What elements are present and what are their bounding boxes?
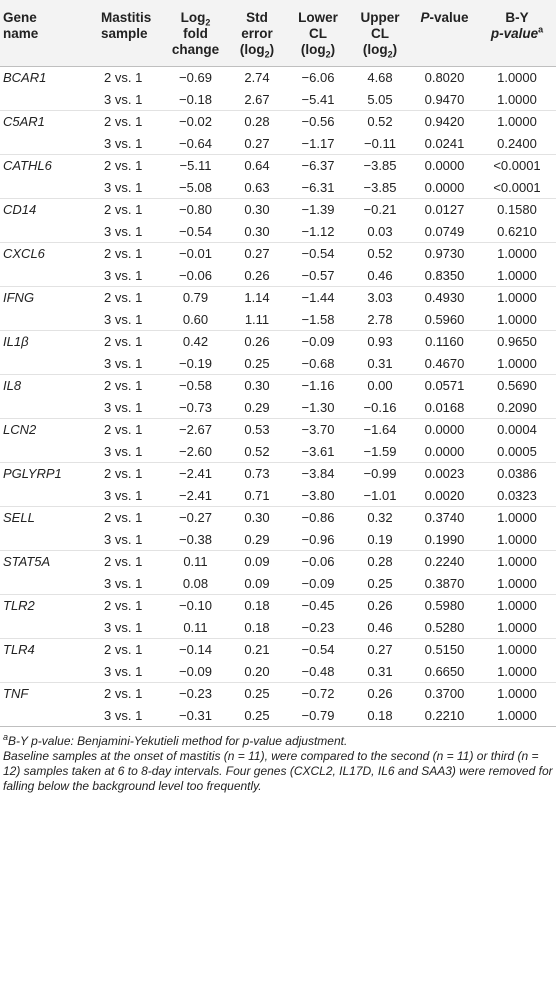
gene-cell — [0, 661, 98, 683]
std-error-cell: 0.20 — [244, 663, 270, 679]
lower-cl-cell: −0.56 — [287, 111, 349, 133]
table-row — [0, 67, 556, 89]
p-value-cell: 0.0241 — [424, 135, 465, 151]
upper-cl-cell: 0.18 — [367, 707, 393, 723]
header-by-p-value: B-Y p-value$^a$ — [478, 0, 556, 67]
upper-cl-cell: −0.11 — [364, 135, 396, 151]
log2-fold-change-cell: −0.02 — [164, 111, 227, 133]
gene-cell: C5AR1 — [0, 111, 98, 133]
std-error-cell: 0.09 — [227, 551, 287, 573]
gene-cell: IL8 — [0, 375, 98, 397]
upper-cl-cell: −0.16 — [363, 399, 397, 415]
std-error-cell: 1.14 — [227, 287, 287, 309]
std-error-cell: 0.30 — [227, 199, 287, 221]
log2-fold-change-cell: −2.41 — [179, 487, 212, 503]
log2-fold-change-cell: 0.11 — [183, 619, 208, 635]
table-row — [0, 309, 556, 331]
upper-cl-cell: 0.93 — [349, 331, 411, 353]
sample-cell: 3 vs. 1 — [104, 355, 143, 371]
gene-cell — [0, 309, 98, 331]
gene-cell — [0, 529, 98, 551]
std-error-cell: 0.29 — [244, 399, 270, 415]
gene-cell — [0, 441, 98, 463]
log2-fold-change-cell: −0.10 — [164, 595, 227, 617]
upper-cl-cell: 0.19 — [367, 531, 393, 547]
upper-cl-cell: 2.78 — [367, 311, 393, 327]
footnote-a: $^a$B-Y p-value: Benjamini-Yekutieli method for p-value adjustment. — [3, 732, 348, 748]
log2-fold-change-cell: −0.19 — [179, 355, 212, 371]
by-p-value-cell: 1.0000 — [478, 243, 556, 265]
p-value-cell: 0.3700 — [411, 683, 478, 705]
log2-fold-change-cell: −0.23 — [164, 683, 227, 705]
std-error-cell: 0.25 — [244, 355, 270, 371]
header-upper-cl: Upper CL $(\log_2)$ — [349, 0, 411, 67]
upper-cl-cell: −3.85 — [363, 179, 397, 195]
gene-cell — [0, 177, 98, 199]
lower-cl-cell: −5.41 — [301, 91, 335, 107]
p-value-cell: 0.0749 — [424, 223, 465, 239]
sample-cell: 2 vs. 1 — [98, 639, 164, 661]
log2-fold-change-cell: −0.01 — [164, 243, 227, 265]
gene-cell — [0, 221, 98, 243]
p-value-cell: 0.6650 — [424, 663, 465, 679]
upper-cl-cell: 0.26 — [349, 683, 411, 705]
by-p-value-cell: 1.0000 — [497, 575, 537, 591]
table-footnotes — [0, 727, 556, 794]
by-p-value-cell: 0.9650 — [478, 331, 556, 353]
sample-cell: 2 vs. 1 — [98, 199, 164, 221]
p-value-cell: 0.0023 — [411, 463, 478, 485]
sample-cell: 2 vs. 1 — [98, 551, 164, 573]
table-row — [0, 287, 556, 309]
lower-cl-cell: −3.61 — [301, 443, 335, 459]
sample-cell: 3 vs. 1 — [104, 223, 143, 239]
by-p-value-cell: 1.0000 — [497, 663, 537, 679]
log2-fold-change-cell: 0.42 — [164, 331, 227, 353]
p-value-cell: 0.0000 — [424, 443, 465, 459]
by-p-value-cell: 1.0000 — [497, 311, 537, 327]
upper-cl-cell: 3.03 — [349, 287, 411, 309]
lower-cl-cell: −1.30 — [301, 399, 335, 415]
by-p-value-cell: 0.1580 — [478, 199, 556, 221]
lower-cl-cell: −1.16 — [287, 375, 349, 397]
by-p-value-cell: 1.0000 — [478, 595, 556, 617]
upper-cl-cell: 0.52 — [349, 111, 411, 133]
p-value-cell: 0.3740 — [411, 507, 478, 529]
p-value-cell: 0.2240 — [411, 551, 478, 573]
std-error-cell: 0.53 — [227, 419, 287, 441]
table-row — [0, 595, 556, 617]
log2-fold-change-cell: 0.11 — [164, 551, 227, 573]
table-row — [0, 375, 556, 397]
lower-cl-cell: −0.23 — [301, 619, 335, 635]
std-error-cell: 0.21 — [227, 639, 287, 661]
table-row — [0, 485, 556, 507]
sample-cell: 3 vs. 1 — [104, 663, 143, 679]
gene-cell — [0, 89, 98, 111]
std-error-cell: 0.27 — [244, 135, 270, 151]
sample-cell: 2 vs. 1 — [98, 111, 164, 133]
footnote-b: Baseline samples at the onset of mastitis (n = 11), were compared to the second (n = 11) or third (n = 12) samples taken at 6 to 8-day intervals. Four genes (CXCL2, IL17D, IL6 and SAA3) were removed for falling below the background level too frequently. — [3, 749, 553, 793]
sample-cell: 3 vs. 1 — [104, 443, 143, 459]
table-row — [0, 243, 556, 265]
log2-fold-change-cell: −0.14 — [164, 639, 227, 661]
p-value-cell: 0.9470 — [424, 91, 465, 107]
lower-cl-cell: −0.79 — [301, 707, 335, 723]
std-error-cell: 0.30 — [244, 223, 270, 239]
upper-cl-cell: 0.25 — [367, 575, 393, 591]
sample-cell: 3 vs. 1 — [104, 91, 143, 107]
p-value-cell: 0.5280 — [424, 619, 465, 635]
upper-cl-cell: −3.85 — [349, 155, 411, 177]
by-p-value-cell: 1.0000 — [497, 355, 537, 371]
std-error-cell: 2.67 — [244, 91, 270, 107]
p-value-cell: 0.5960 — [424, 311, 465, 327]
p-value-cell: 0.9730 — [411, 243, 478, 265]
upper-cl-cell: 0.28 — [349, 551, 411, 573]
upper-cl-cell: −1.59 — [363, 443, 397, 459]
p-value-cell: 0.9420 — [411, 111, 478, 133]
by-p-value-cell: 0.2090 — [497, 399, 537, 415]
sample-cell: 3 vs. 1 — [104, 487, 143, 503]
by-p-value-cell: 1.0000 — [497, 70, 537, 86]
upper-cl-cell: −1.64 — [349, 419, 411, 441]
lower-cl-cell: −0.68 — [301, 355, 335, 371]
upper-cl-cell: 0.27 — [349, 639, 411, 661]
p-value-cell: 0.0000 — [411, 419, 478, 441]
log2-fold-change-cell: −0.80 — [164, 199, 227, 221]
gene-cell — [0, 705, 98, 727]
log2-fold-change-cell: −5.11 — [164, 155, 227, 177]
log2-fold-change-cell: −0.27 — [164, 507, 227, 529]
p-value-cell: 0.4670 — [424, 355, 465, 371]
sample-cell: 3 vs. 1 — [104, 399, 143, 415]
log2-fold-change-cell: −2.60 — [179, 443, 212, 459]
table-row — [0, 661, 556, 683]
table-row — [0, 111, 556, 133]
gene-cell: CD14 — [0, 199, 98, 221]
gene-cell — [0, 485, 98, 507]
std-error-cell: 0.18 — [244, 619, 270, 635]
log2-fold-change-cell: 0.79 — [164, 287, 227, 309]
upper-cl-cell: 0.26 — [349, 595, 411, 617]
gene-cell: STAT5A — [0, 551, 98, 573]
lower-cl-cell: −0.54 — [287, 639, 349, 661]
table-row — [0, 331, 556, 353]
sample-cell: 3 vs. 1 — [104, 707, 143, 723]
p-value-cell: 0.0127 — [411, 199, 478, 221]
lower-cl-cell: −1.17 — [301, 135, 335, 151]
lower-cl-cell: −6.06 — [301, 70, 335, 86]
by-p-value-cell: 1.0000 — [478, 507, 556, 529]
table-row — [0, 529, 556, 551]
table-row — [0, 507, 556, 529]
std-error-cell: 0.30 — [227, 375, 287, 397]
by-p-value-cell: 1.0000 — [497, 91, 537, 107]
log2-fold-change-cell: −2.67 — [164, 419, 227, 441]
upper-cl-cell: −0.99 — [349, 463, 411, 485]
header-std-error: Std error $(\log_2)$ — [227, 0, 287, 67]
gene-cell — [0, 573, 98, 595]
log2-fold-change-cell: −0.58 — [164, 375, 227, 397]
table-row — [0, 89, 556, 111]
gene-cell — [0, 265, 98, 287]
gene-cell — [0, 133, 98, 155]
gene-cell — [0, 353, 98, 375]
std-error-cell: 0.64 — [227, 155, 287, 177]
log2-fold-change-cell: −0.69 — [179, 70, 212, 86]
lower-cl-cell: −3.80 — [301, 487, 335, 503]
gene-cell: IFNG — [0, 287, 98, 309]
gene-cell: SELL — [0, 507, 98, 529]
sample-cell: 2 vs. 1 — [98, 243, 164, 265]
p-value-cell: 0.5980 — [411, 595, 478, 617]
sample-cell: 2 vs. 1 — [98, 507, 164, 529]
by-p-value-cell: 1.0000 — [478, 287, 556, 309]
lower-cl-cell: −0.09 — [301, 575, 335, 591]
log2-fold-change-cell: −0.18 — [179, 91, 212, 107]
p-value-cell: 0.8020 — [424, 70, 465, 86]
gene-cell: BCAR1 — [3, 70, 47, 86]
gene-cell — [0, 617, 98, 639]
std-error-cell: 0.30 — [227, 507, 287, 529]
log2-fold-change-cell: −5.08 — [179, 179, 212, 195]
upper-cl-cell: 0.00 — [349, 375, 411, 397]
std-error-cell: 0.09 — [244, 575, 270, 591]
by-p-value-cell: 1.0000 — [478, 111, 556, 133]
upper-cl-cell: −0.21 — [349, 199, 411, 221]
lower-cl-cell: −0.06 — [287, 551, 349, 573]
p-value-cell: 0.4930 — [411, 287, 478, 309]
by-p-value-cell: 1.0000 — [497, 707, 537, 723]
sample-cell: 2 vs. 1 — [98, 463, 164, 485]
p-value-cell: 0.5150 — [411, 639, 478, 661]
header-p-value: P-value — [411, 0, 478, 67]
upper-cl-cell: 4.68 — [367, 70, 393, 86]
p-value-cell: 0.2210 — [424, 707, 465, 723]
upper-cl-cell: 0.46 — [367, 267, 393, 283]
std-error-cell: 0.26 — [227, 331, 287, 353]
log2-fold-change-cell: −0.06 — [179, 267, 212, 283]
lower-cl-cell: −0.09 — [287, 331, 349, 353]
table-row — [0, 177, 556, 199]
by-p-value-cell: <0.0001 — [478, 155, 556, 177]
std-error-cell: 0.18 — [227, 595, 287, 617]
lower-cl-cell: −0.57 — [301, 267, 335, 283]
sample-cell: 2 vs. 1 — [98, 155, 164, 177]
std-error-cell: 0.26 — [244, 267, 270, 283]
sample-cell: 2 vs. 1 — [98, 683, 164, 705]
lower-cl-cell: −1.39 — [287, 199, 349, 221]
p-value-cell: 0.8350 — [424, 267, 465, 283]
std-error-cell: 0.29 — [244, 531, 270, 547]
header-lower-cl: Lower CL $(\log_2)$ — [287, 0, 349, 67]
log2-fold-change-cell: −0.73 — [179, 399, 212, 415]
upper-cl-cell: 0.31 — [367, 663, 393, 679]
sample-cell: 3 vs. 1 — [104, 135, 143, 151]
table-row — [0, 221, 556, 243]
lower-cl-cell: −6.31 — [301, 179, 335, 195]
p-value-cell: 0.0000 — [424, 179, 465, 195]
std-error-cell: 0.63 — [244, 179, 270, 195]
by-p-value-cell: 0.0386 — [478, 463, 556, 485]
log2-fold-change-cell: −0.31 — [179, 707, 212, 723]
log2-fold-change-cell: −0.38 — [179, 531, 212, 547]
std-error-cell: 0.73 — [227, 463, 287, 485]
lower-cl-cell: −0.54 — [287, 243, 349, 265]
gene-cell: LCN2 — [0, 419, 98, 441]
sample-cell: 3 vs. 1 — [104, 179, 143, 195]
table-row — [0, 419, 556, 441]
gene-cell: IL1β — [0, 331, 98, 353]
upper-cl-cell: 0.31 — [367, 355, 393, 371]
log2-fold-change-cell: −0.64 — [179, 135, 212, 151]
sample-cell: 3 vs. 1 — [104, 619, 143, 635]
sample-cell: 2 vs. 1 — [98, 287, 164, 309]
lower-cl-cell: −1.58 — [301, 311, 335, 327]
upper-cl-cell: 0.32 — [349, 507, 411, 529]
std-error-cell: 1.11 — [244, 311, 270, 327]
table-row — [0, 683, 556, 705]
p-value-cell: 0.1160 — [411, 331, 478, 353]
upper-cl-cell: 5.05 — [367, 91, 393, 107]
lower-cl-cell: −1.12 — [301, 223, 335, 239]
table-body — [0, 67, 556, 727]
gene-cell: TLR2 — [0, 595, 98, 617]
log2-fold-change-cell: 0.60 — [182, 311, 209, 327]
std-error-cell: 0.71 — [244, 487, 270, 503]
sample-cell: 2 vs. 1 — [104, 70, 143, 86]
sample-cell: 2 vs. 1 — [98, 375, 164, 397]
table-row — [0, 397, 556, 419]
sample-cell: 2 vs. 1 — [98, 595, 164, 617]
gene-cell: TNF — [0, 683, 98, 705]
header-mastitis-sample: Mastitis sample — [98, 0, 164, 67]
lower-cl-cell: −1.44 — [287, 287, 349, 309]
std-error-cell: 0.25 — [244, 707, 270, 723]
table-row — [0, 353, 556, 375]
gene-cell: CXCL6 — [0, 243, 98, 265]
table-row — [0, 265, 556, 287]
sample-cell: 3 vs. 1 — [104, 575, 143, 591]
by-p-value-cell: 1.0000 — [497, 531, 537, 547]
by-p-value-cell: 1.0000 — [478, 683, 556, 705]
log2-fold-change-cell: −2.41 — [164, 463, 227, 485]
sample-cell: 3 vs. 1 — [104, 531, 143, 547]
log2-fold-change-cell: 0.08 — [182, 575, 209, 591]
table-row — [0, 573, 556, 595]
sample-cell: 2 vs. 1 — [98, 419, 164, 441]
table-header — [0, 0, 556, 67]
table-row — [0, 441, 556, 463]
by-p-value-cell: 0.0005 — [497, 443, 537, 459]
lower-cl-cell: −0.48 — [301, 663, 335, 679]
by-p-value-cell: <0.0001 — [493, 179, 541, 195]
std-error-cell: 0.28 — [227, 111, 287, 133]
table-row — [0, 639, 556, 661]
by-p-value-cell: 0.6210 — [497, 223, 537, 239]
upper-cl-cell: −1.01 — [363, 487, 397, 503]
table-row — [0, 199, 556, 221]
sample-cell: 3 vs. 1 — [104, 267, 143, 283]
upper-cl-cell: 0.03 — [367, 223, 393, 239]
by-p-value-cell: 0.2400 — [497, 135, 537, 151]
p-value-cell: 0.3870 — [424, 575, 465, 591]
gene-cell: PGLYRP1 — [0, 463, 98, 485]
table-row — [0, 617, 556, 639]
p-value-cell: 0.0000 — [411, 155, 478, 177]
by-p-value-cell: 1.0000 — [497, 267, 537, 283]
by-p-value-cell: 0.0004 — [478, 419, 556, 441]
p-value-cell: 0.0571 — [411, 375, 478, 397]
upper-cl-cell: 0.52 — [349, 243, 411, 265]
std-error-cell: 0.27 — [227, 243, 287, 265]
table-row — [0, 155, 556, 177]
header-gene-name: Gene name — [0, 0, 98, 67]
log2-fold-change-cell: −0.09 — [179, 663, 212, 679]
lower-cl-cell: −0.72 — [287, 683, 349, 705]
table-row — [0, 551, 556, 573]
gene-cell: TLR4 — [0, 639, 98, 661]
by-p-value-cell: 1.0000 — [478, 551, 556, 573]
lower-cl-cell: −0.45 — [287, 595, 349, 617]
by-p-value-cell: 0.5690 — [478, 375, 556, 397]
p-value-cell: 0.1990 — [424, 531, 465, 547]
gene-cell: CATHL6 — [0, 155, 98, 177]
gene-cell — [0, 397, 98, 419]
by-p-value-cell: 1.0000 — [478, 639, 556, 661]
std-error-cell: 0.25 — [227, 683, 287, 705]
by-p-value-cell: 1.0000 — [497, 619, 537, 635]
log2-fold-change-cell: −0.54 — [179, 223, 212, 239]
std-error-cell: 0.52 — [244, 443, 270, 459]
lower-cl-cell: −3.84 — [287, 463, 349, 485]
upper-cl-cell: 0.46 — [367, 619, 393, 635]
header-log2-fold-change: Log$_2$ fold change — [164, 0, 227, 67]
lower-cl-cell: −3.70 — [287, 419, 349, 441]
sample-cell: 3 vs. 1 — [104, 311, 143, 327]
lower-cl-cell: −0.96 — [301, 531, 335, 547]
table-row — [0, 463, 556, 485]
sample-cell: 2 vs. 1 — [98, 331, 164, 353]
lower-cl-cell: −0.86 — [287, 507, 349, 529]
p-value-cell: 0.0020 — [424, 487, 465, 503]
p-value-cell: 0.0168 — [424, 399, 465, 415]
by-p-value-cell: 0.0323 — [497, 487, 537, 503]
std-error-cell: 2.74 — [244, 70, 270, 86]
table-row — [0, 133, 556, 155]
table-row — [0, 705, 556, 727]
lower-cl-cell: −6.37 — [287, 155, 349, 177]
